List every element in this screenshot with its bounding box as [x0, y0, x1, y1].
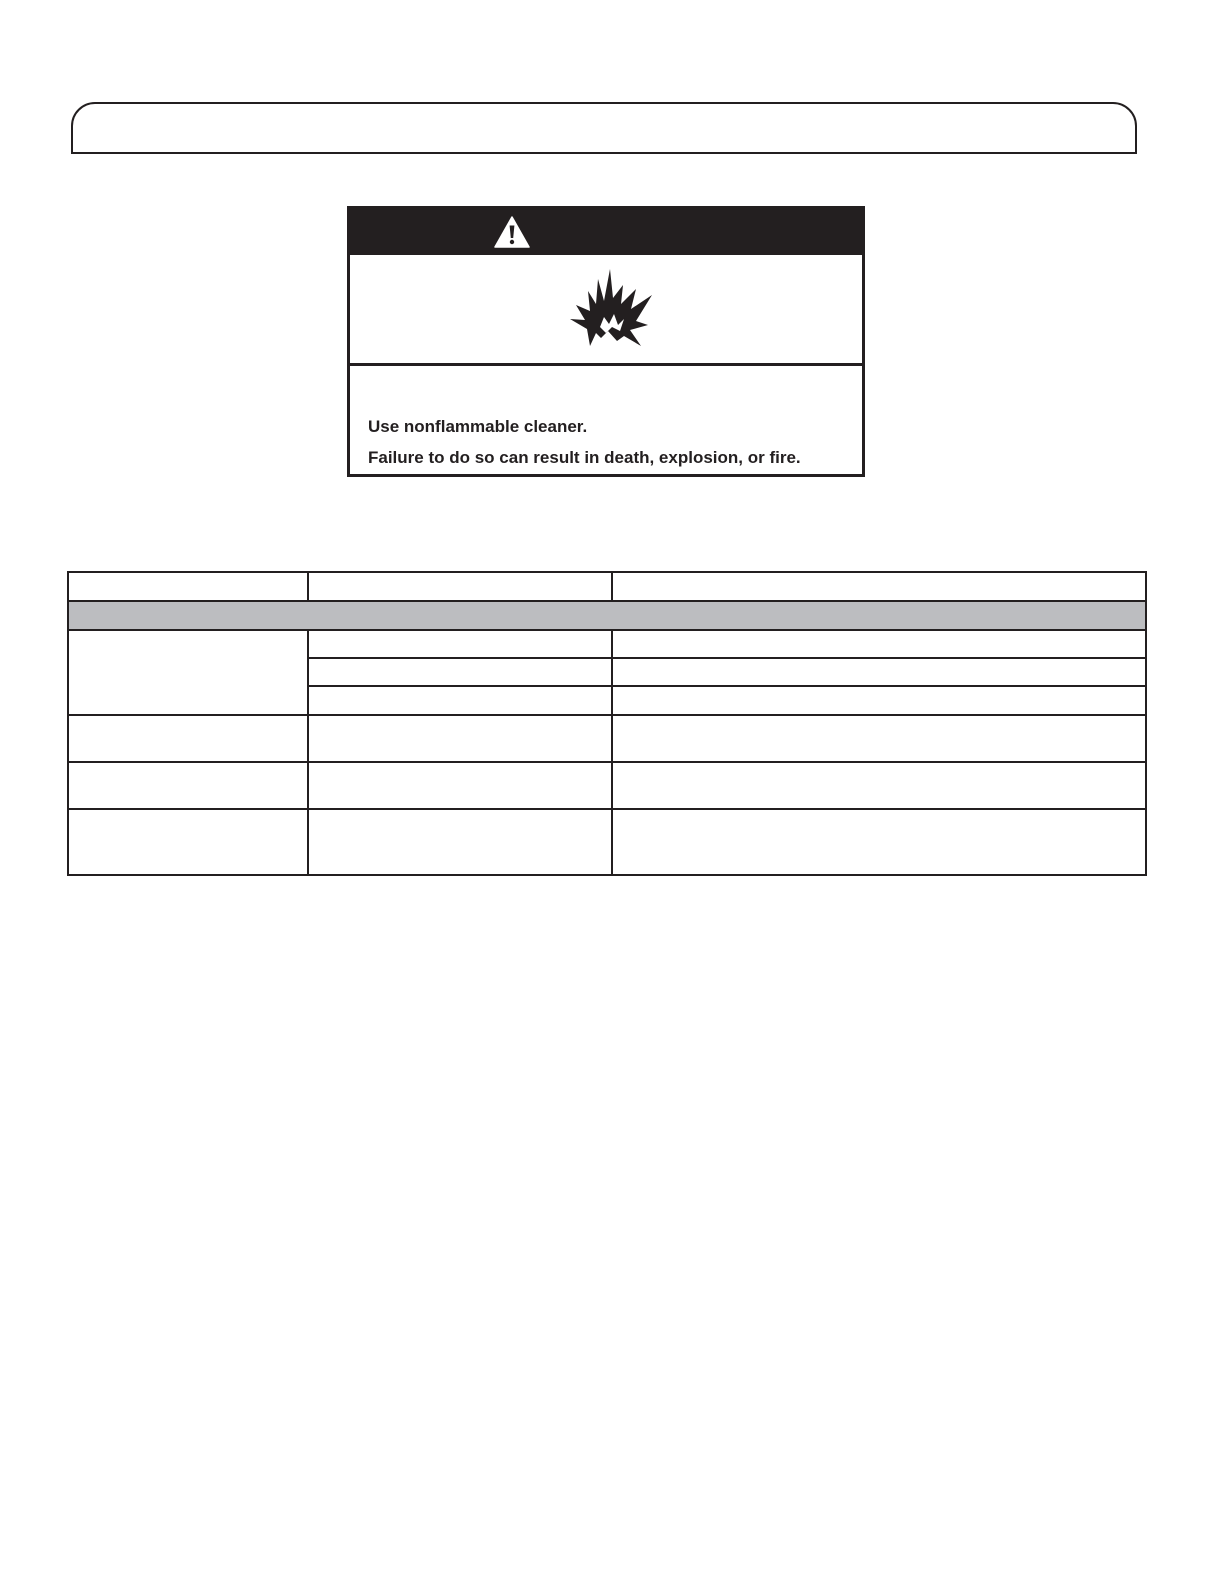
- warning-triangle-icon: [494, 216, 530, 248]
- cleaning-table: [67, 571, 1147, 876]
- explosion-icon: [568, 267, 654, 349]
- warning-instruction: Use nonflammable cleaner.: [368, 417, 588, 436]
- table-header-cell: [308, 572, 612, 601]
- table-cell: [612, 630, 1146, 658]
- table-row: [68, 809, 1146, 875]
- warning-header-bar: [350, 209, 862, 255]
- table-cell: [308, 686, 612, 715]
- warning-box: [347, 206, 865, 477]
- table-row: [68, 762, 1146, 809]
- section-header-tab: [71, 102, 1137, 154]
- table-cell: [68, 630, 308, 715]
- table-cell: [612, 762, 1146, 809]
- table-cell: [612, 658, 1146, 686]
- table-cell: [68, 715, 308, 762]
- table-row: [68, 715, 1146, 762]
- table-header-row: [68, 572, 1146, 601]
- table-cell: [308, 658, 612, 686]
- warning-message: [368, 411, 848, 473]
- table-row: [68, 630, 1146, 658]
- hazard-symbol-area: [350, 255, 862, 366]
- table-cell: [308, 809, 612, 875]
- table-cell: [612, 686, 1146, 715]
- table-cell: [308, 762, 612, 809]
- table-cell: [308, 630, 612, 658]
- table-cell: [68, 762, 308, 809]
- table-cell: [308, 715, 612, 762]
- warning-consequence: Failure to do so can result in death, explosion, or fire.: [368, 448, 801, 467]
- table-section-cell: [68, 601, 1146, 630]
- table-header-cell: [68, 572, 308, 601]
- table-cell: [612, 715, 1146, 762]
- table-cell: [68, 809, 308, 875]
- table-section-row: [68, 601, 1146, 630]
- table-header-cell: [612, 572, 1146, 601]
- table-cell: [612, 809, 1146, 875]
